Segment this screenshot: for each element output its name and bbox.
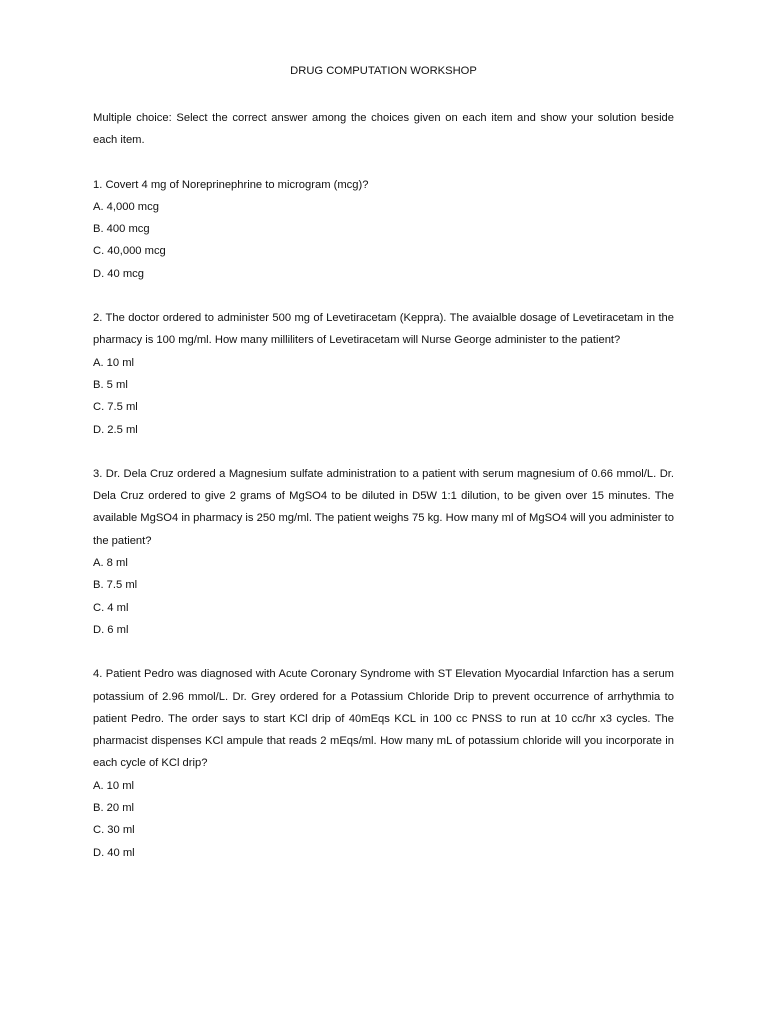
answer-options	[93, 196, 674, 285]
option-d: D. 6 ml	[93, 623, 129, 636]
option-a: A. 10 ml	[93, 779, 135, 792]
option-b: B. 20 ml	[93, 802, 135, 815]
option-a: A. 8 ml	[93, 557, 128, 570]
question-stem: 4. Patient Pedro was diagnosed with Acute Coronary Syndrome with ST Elevation Myocardial Infarction has a serum potassium of 2.96 mmol/L. Dr. Grey ordered for a Potassium Chloride Drip to prevent occurrence of arrhythmia to patient Pedro. The order says to start KCl drip of 40mEqs KCL in 100 cc PNSS to run at 10 cc/hr x3 cycles. The pharmacist dispenses KCl ampule that reads 2 mEqs/ml. How many mL of potassium chloride will you incorporate in each cycle of KCl drip?	[93, 668, 674, 770]
answer-options	[93, 552, 674, 641]
question-3	[93, 463, 674, 641]
option-c: C. 4 ml	[93, 601, 129, 614]
option-a: A. 4,000 mcg	[93, 200, 159, 213]
option-b: B. 5 ml	[93, 378, 128, 391]
question-stem: 2. The doctor ordered to administer 500 mg of Levetiracetam (Keppra). The avaialble dosage of Levetiracetam in the pharmacy is 100 mg/ml. How many milliliters of Levetiracetam will Nurse George administer to the patient?	[93, 312, 674, 347]
question-2	[93, 307, 674, 441]
option-c: C. 7.5 ml	[93, 401, 138, 414]
option-b: B. 7.5 ml	[93, 579, 138, 592]
option-d: D. 40 mcg	[93, 267, 144, 280]
option-a: A. 10 ml	[93, 356, 135, 369]
answer-options	[93, 775, 674, 864]
option-d: D. 2.5 ml	[93, 423, 138, 436]
answer-options	[93, 352, 674, 441]
option-b: B. 400 mcg	[93, 223, 150, 236]
option-c: C. 40,000 mcg	[93, 245, 166, 258]
question-stem: 3. Dr. Dela Cruz ordered a Magnesium sulfate administration to a patient with serum magnesium of 0.66 mmol/L. Dr. Dela Cruz ordered to give 2 grams of MgSO4 to be diluted in D5W 1:1 dilution, to be given over 15 minutes. The available MgSO4 in pharmacy is 250 mg/ml. The patient weighs 75 kg. How many ml of MgSO4 will you administer to the patient?	[93, 467, 674, 547]
option-d: D. 40 ml	[93, 846, 135, 859]
question-4	[93, 663, 674, 864]
document-title: DRUG COMPUTATION WORKSHOP	[290, 65, 477, 77]
question-stem: 1. Covert 4 mg of Noreprinephrine to microgram (mcg)?	[93, 178, 369, 191]
option-c: C. 30 ml	[93, 824, 135, 837]
instructions: Multiple choice: Select the correct answer among the choices given on each item and show your solution beside each item.	[93, 112, 674, 147]
question-1	[93, 174, 674, 285]
document-page	[93, 58, 674, 864]
